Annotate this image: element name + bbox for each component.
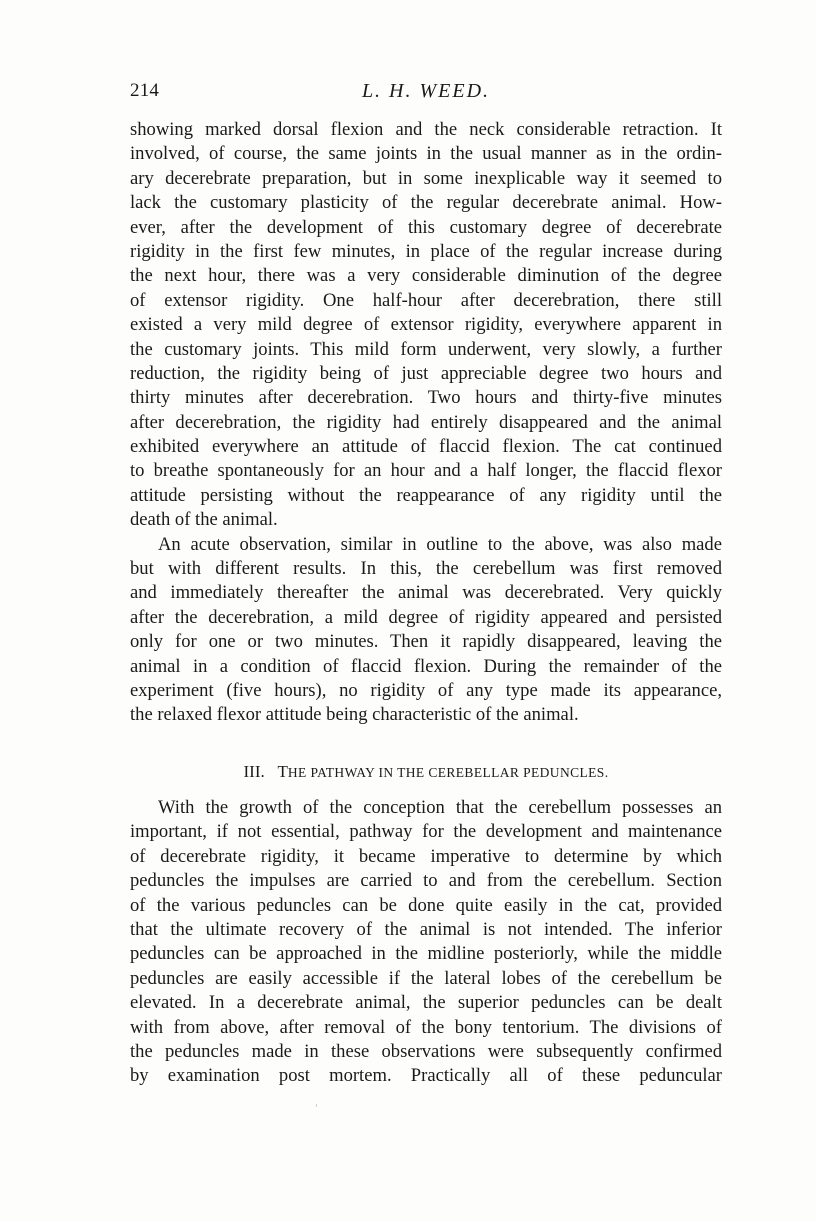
text-line: of the various peduncles can be done quite easily in the cat, provided	[130, 894, 722, 916]
section-title: HE PATHWAY IN THE CEREBELLAR PEDUNCLES.	[287, 765, 609, 780]
text-line: rigidity in the first few minutes, in place of the regular increase during	[130, 240, 722, 262]
text-line: thirty minutes after decerebration. Two hours and thirty-five minutes	[130, 387, 722, 409]
text-line: peduncles can be approached in the midline posteriorly, while the middle	[130, 943, 722, 965]
text-line: by examination post mortem. Practically all of these peduncular	[130, 1065, 722, 1087]
text-line: peduncles are easily accessible if the lateral lobes of the cerebellum be	[130, 967, 722, 989]
text-line: but with different results. In this, the cerebellum was first removed	[130, 558, 722, 580]
text-line: animal in a condition of flaccid flexion. During the remainder of the	[130, 655, 722, 677]
body-text-continued	[130, 796, 722, 1089]
text-line: peduncles the impulses are carried to and from the cerebellum. Section	[130, 870, 722, 892]
body-text	[130, 118, 722, 728]
text-line: the customary joints. This mild form underwent, very slowly, a further	[130, 338, 722, 360]
text-line: of extensor rigidity. One half-hour after decerebration, there still	[130, 289, 722, 311]
text-line: involved, of course, the same joints in the usual manner as in the ordin-	[130, 143, 722, 165]
section-numeral: III.	[243, 762, 265, 781]
text-line: ary decerebrate preparation, but in some inexplicable way it seemed to	[130, 167, 722, 189]
text-line: with from above, after removal of the bony tentorium. The divisions of	[130, 1016, 722, 1038]
text-line: to breathe spontaneously for an hour and a half longer, the flaccid flexor	[130, 460, 722, 482]
paragraph-2	[130, 533, 722, 728]
text-line: after the decerebration, a mild degree of rigidity appeared and persisted	[130, 606, 722, 628]
text-line: that the ultimate recovery of the animal is not intended. The inferior	[130, 918, 722, 940]
text-line: existed a very mild degree of extensor rigidity, everywhere apparent in	[130, 314, 722, 336]
text-line: showing marked dorsal flexion and the neck considerable retraction. It	[130, 119, 722, 140]
running-head: L. H. WEED.	[361, 80, 491, 102]
paragraph-3	[130, 796, 722, 1089]
text-line: the relaxed flexor attitude being characteristic of the animal.	[130, 704, 579, 726]
text-line: lack the customary plasticity of the regular decerebrate animal. How-	[130, 192, 722, 214]
section-heading	[130, 760, 722, 785]
text-line: elevated. In a decerebrate animal, the superior peduncles can be dealt	[130, 992, 722, 1014]
section-title-initial: T	[277, 762, 288, 781]
scan-mark	[316, 1104, 317, 1107]
text-line: and immediately thereafter the animal was decerebrated. Very quickly	[130, 582, 722, 604]
text-line: only for one or two minutes. Then it rapidly disappeared, leaving the	[130, 631, 722, 653]
text-line: reduction, the rigidity being of just appreciable degree two hours and	[130, 362, 722, 384]
page-header	[130, 80, 722, 110]
text-line: death of the animal.	[130, 509, 278, 531]
text-line: of decerebrate rigidity, it became imperative to determine by which	[130, 845, 722, 867]
text-line: the next hour, there was a very considerable diminution of the degree	[130, 265, 722, 287]
text-line: attitude persisting without the reappearance of any rigidity until the	[130, 484, 722, 506]
text-line: important, if not essential, pathway for the development and maintenance	[130, 821, 722, 843]
text-line: With the growth of the conception that the cerebellum possesses an	[158, 797, 722, 818]
text-line: exhibited everywhere an attitude of flaccid flexion. The cat continued	[130, 436, 722, 458]
text-line: ever, after the development of this customary degree of decerebrate	[130, 216, 722, 238]
paragraph-1	[130, 118, 722, 533]
text-line: experiment (five hours), no rigidity of any type made its appearance,	[130, 679, 722, 701]
page-number: 214	[130, 80, 160, 101]
text-line: after decerebration, the rigidity had entirely disappeared and the animal	[130, 411, 722, 433]
text-line: An acute observation, similar in outline to the above, was also made	[158, 533, 722, 555]
text-line: the peduncles made in these observations were subsequently confirmed	[130, 1040, 722, 1062]
